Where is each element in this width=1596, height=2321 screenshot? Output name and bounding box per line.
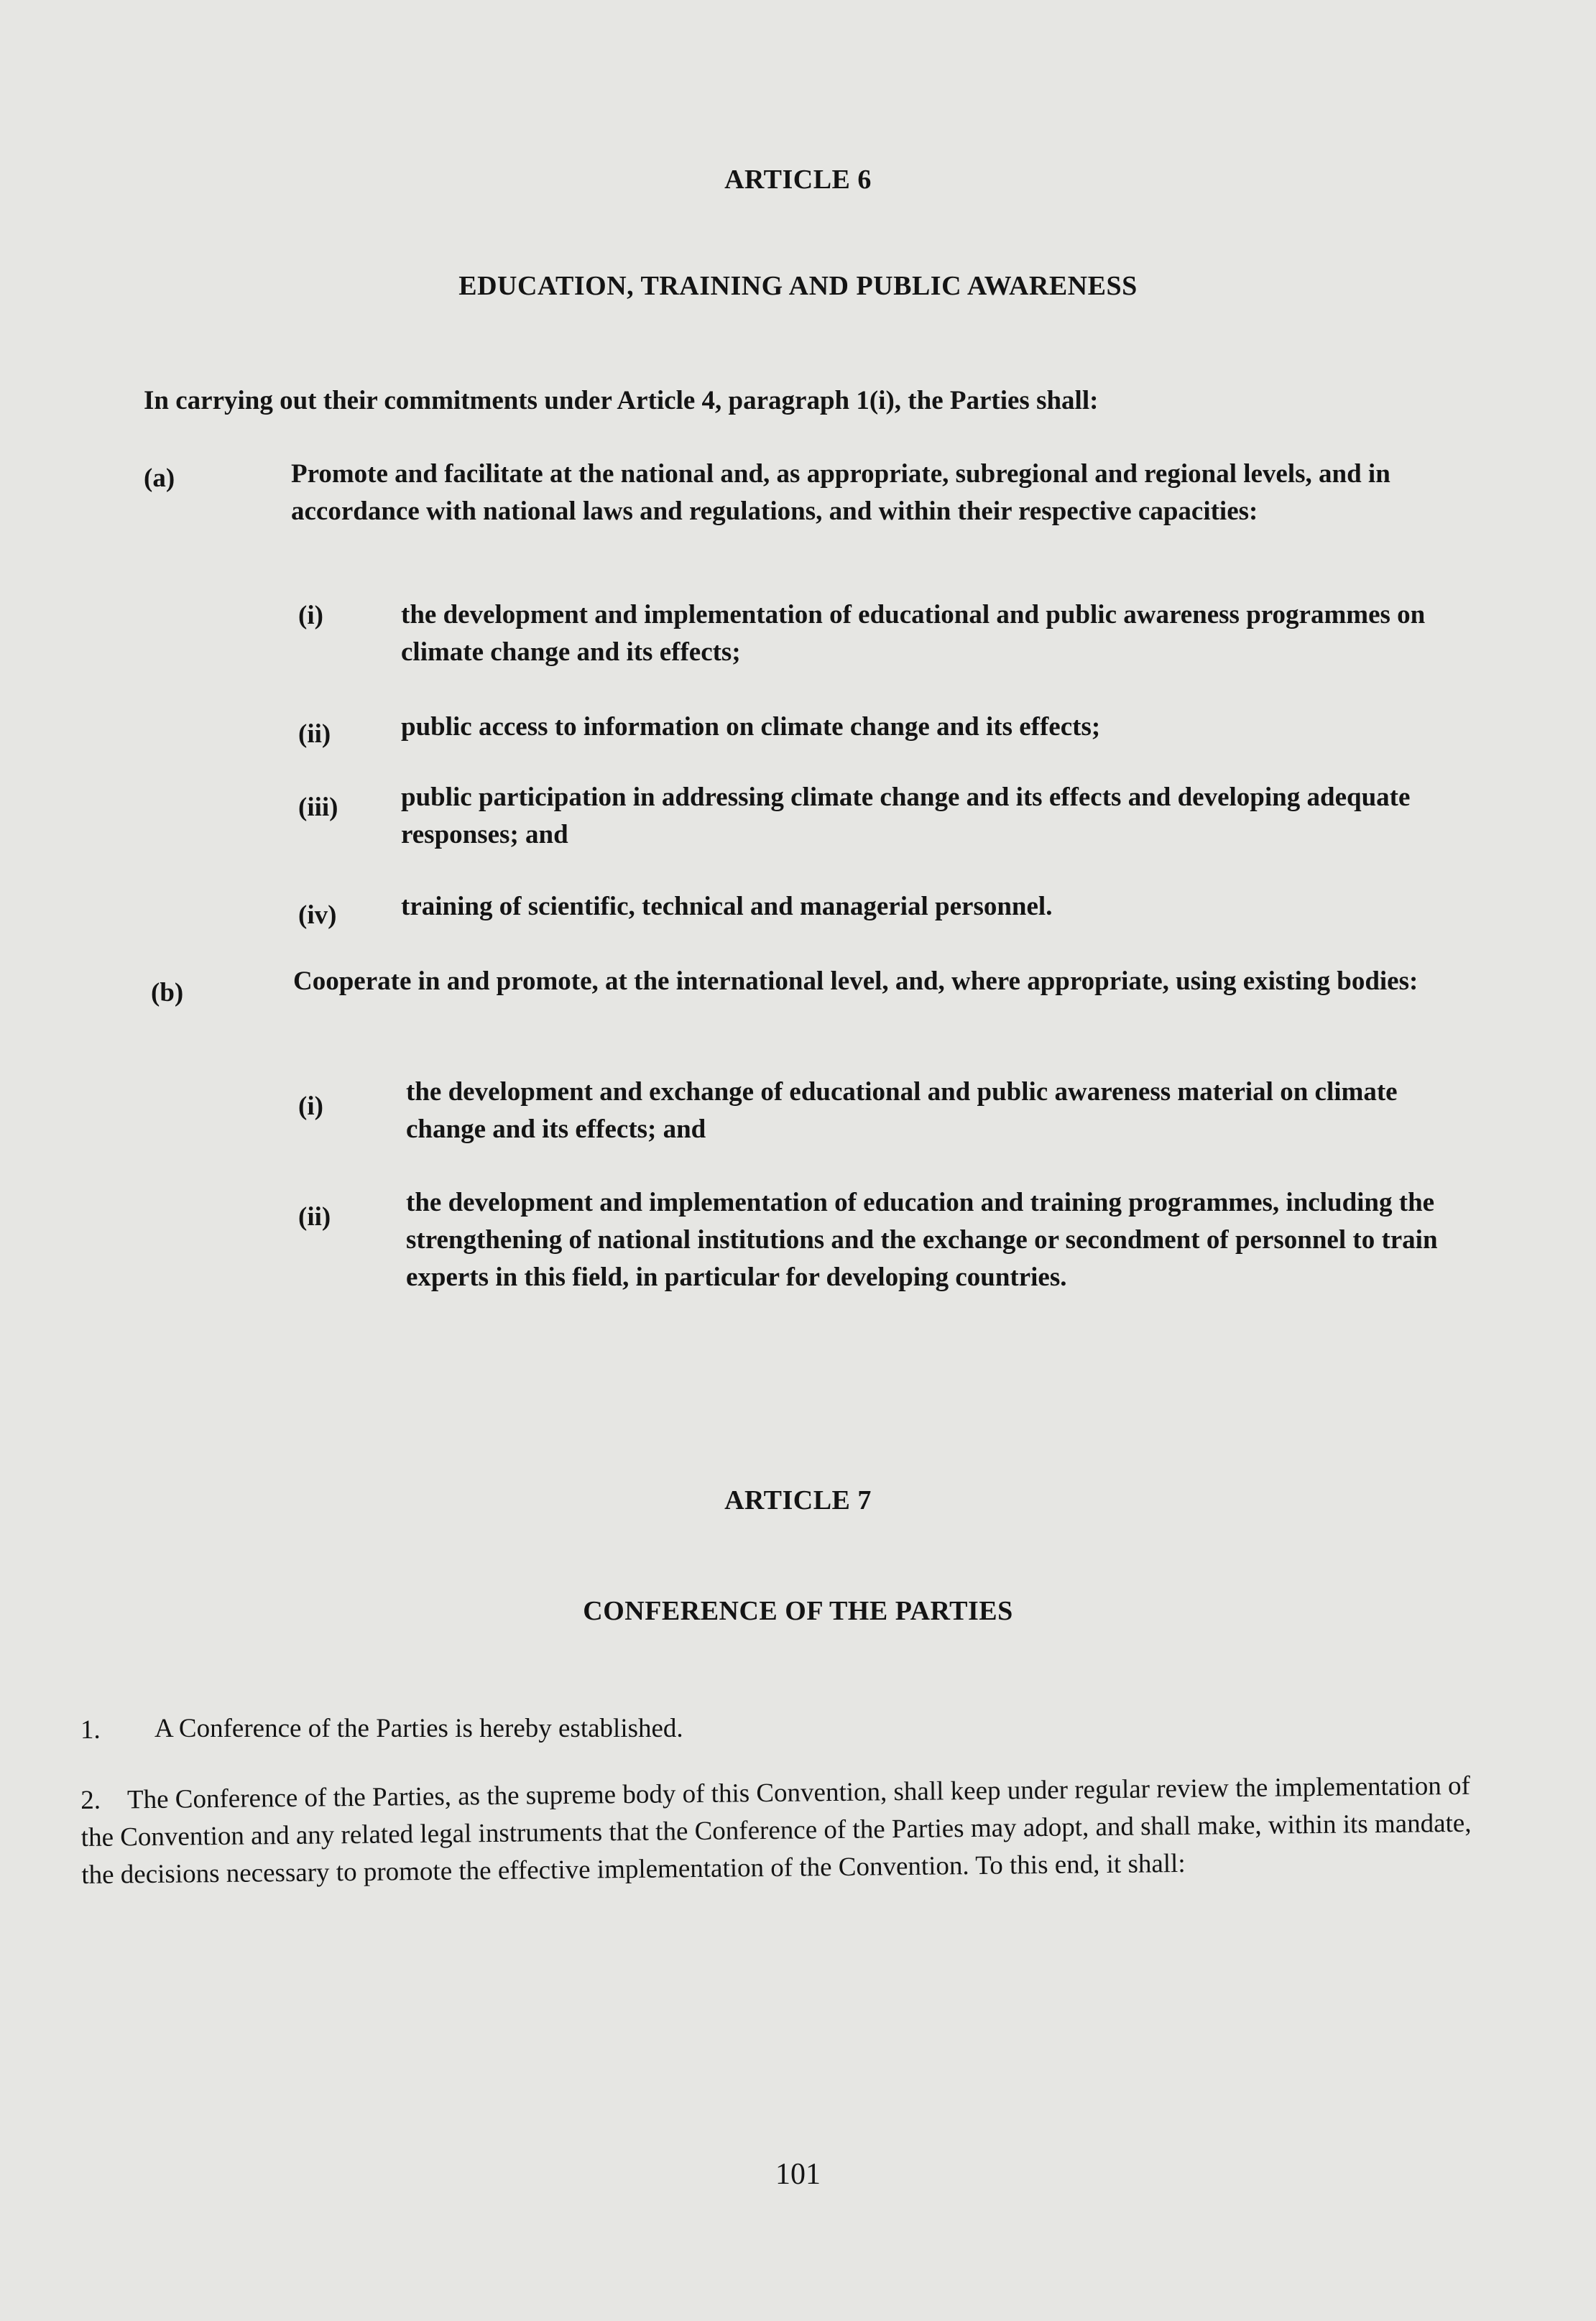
item-a-ii-text: public access to information on climate change and its effects; (401, 712, 1101, 742)
item-a-iv-label: (iv) (298, 900, 337, 930)
paragraph-2-number: 2. (80, 1785, 101, 1815)
item-a-iii-text: public participation in addressing climate change and its effects and developing adequate responses; and (401, 783, 1411, 849)
item-b-i-text: the development and exchange of educational and public awareness material on climate change and its effects; and (406, 1077, 1398, 1144)
item-b-i-label: (i) (298, 1092, 323, 1121)
item-a-text: Promote and facilitate at the national and, as appropriate, subregional and regional levels, and in accordance with national laws and regulations, and within their respective capacities: (291, 459, 1390, 526)
article-6-subtitle: EDUCATION, TRAINING AND PUBLIC AWARENESS (458, 271, 1138, 301)
item-b-ii-text: the development and implementation of education and training programmes, including the strengthening of national institutions and the exchange or secondment of personnel to train experts in this field, in particular for developing countries. (406, 1188, 1438, 1292)
article-7-title: ARTICLE 7 (724, 1485, 872, 1515)
paragraph-2 (80, 1767, 1490, 1894)
article-6-title: ARTICLE 6 (724, 165, 872, 195)
item-a-label: (a) (144, 463, 175, 493)
item-b-label: (b) (151, 978, 184, 1007)
item-a-i-label: (i) (298, 601, 323, 630)
paragraph-1-number: 1. (80, 1715, 101, 1745)
item-b-ii-label: (ii) (298, 1202, 331, 1232)
item-a-ii-label: (ii) (298, 719, 331, 749)
article-6-intro: In carrying out their commitments under Article 4, paragraph 1(i), the Parties shall: (144, 386, 1099, 415)
page-number: 101 (775, 2158, 821, 2191)
item-b-text: Cooperate in and promote, at the international level, and, where appropriate, using existing bodies: (293, 966, 1419, 996)
article-7-subtitle: CONFERENCE OF THE PARTIES (583, 1596, 1013, 1626)
item-a-iv-text: training of scientific, technical and managerial personnel. (401, 892, 1053, 921)
item-a-iii-label: (iii) (298, 793, 338, 822)
paragraph-1-text: A Conference of the Parties is hereby established. (154, 1714, 683, 1743)
item-a-i-text: the development and implementation of educational and public awareness programmes on climate change and its effects; (401, 600, 1426, 667)
paragraph-2-text: The Conference of the Parties, as the supreme body of this Convention, shall keep under regular review the implementation of the Convention and any related legal instruments that the Conference of the Parties may adopt, and shall make, within its mandate, the decisions necessary to promote the effective implementation of the Convention. To this end, it shall: (80, 1771, 1472, 1890)
